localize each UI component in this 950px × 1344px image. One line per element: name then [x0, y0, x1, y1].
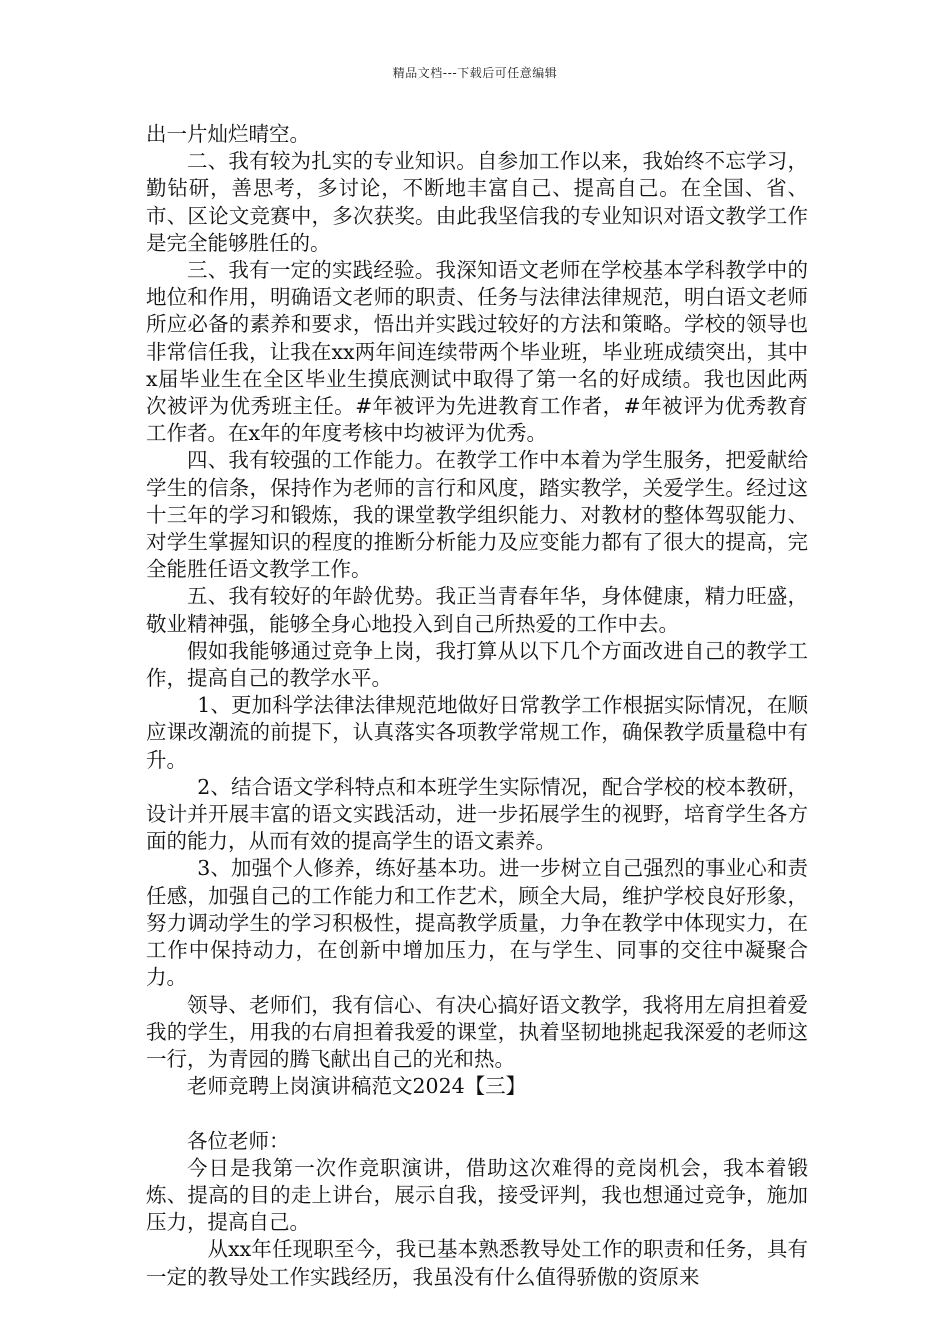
paragraph-plan-item-2: 2、结合语文学科特点和本班学生实际情况，配合学校的校本教研，设计并开展丰富的语文实践活动，进一步拓展学生的视野，培育学生各方面的能力，从而有效的提高学生的语文素养。	[146, 774, 808, 854]
paragraph-professional-knowledge: 二、我有较为扎实的专业知识。自参加工作以来，我始终不忘学习，勤钻研，善思考，多讨论，不断地丰富自己、提高自己。在全国、省、市、区论文竞赛中，多次获奖。由此我坚信我的专业知识对语文教学工作是完全能够胜任的。	[146, 149, 808, 255]
document-body	[146, 121, 808, 1291]
paragraph-plan-item-1: 1、更加科学法律法律规范地做好日常教学工作根据实际情况，在顺应课改潮流的前提下，认真落实各项教学常规工作，确保教学质量稳中有升。	[146, 693, 808, 772]
paragraph-practical-experience: 三、我有一定的实践经验。我深知语文老师在学校基本学科教学中的地位和作用，明确语文老师的职责、任务与法律法律规范，明白语文老师所应必备的素养和要求，悟出并实践过较好的方法和策略。学校的领导也非常信任我，让我在xx两年间连续带两个毕业班，毕业班成绩突出，其中x届毕业生在全区毕业生摸底测试中取得了第一名的好成绩。我也因此两次被评为优秀班主任。#年被评为先进教育工作者，#年被评为优秀教育工作者。在x年的年度考核中均被评为优秀。	[146, 258, 808, 446]
salutation: 各位老师：	[187, 1128, 290, 1153]
blank-line	[146, 1100, 808, 1127]
paragraph-improvement-plan: 假如我能够通过竞争上岗，我打算从以下几个方面改进自己的教学工作，提高自己的教学水平。	[146, 638, 808, 691]
paragraph-work-ability: 四、我有较强的工作能力。在教学工作中本着为学生服务，把爱献给学生的信条，保持作为老师的言行和风度，踏实教学，关爱学生。经过这十三年的学习和锻炼，我的课堂教学组织能力、对教材的整体驾驭能力、对学生掌握知识的程度的推断分析能力及应变能力都有了很大的提高，完全能胜任语文教学工作。	[146, 448, 808, 582]
paragraph-age-advantage: 五、我有较好的年龄优势。我正当青春年华，身体健康，精力旺盛，敬业精神强，能够全身心地投入到自己所热爱的工作中去。	[146, 584, 808, 636]
paragraph-closing: 领导、老师们，我有信心、有决心搞好语文教学，我将用左肩担着爱我的学生，用我的右肩担着我爱的课堂，执着坚韧地挑起我深爱的老师这一行，为青园的腾飞献出自己的光和热。	[146, 992, 808, 1071]
paragraph-experience: 从xx年任现职至今，我已基本熟悉教导处工作的职责和任务，具有一定的教导处工作实践经历，我虽没有什么值得骄傲的资原来	[146, 1237, 808, 1289]
paragraph-intro-end: 出一片灿烂晴空。	[146, 122, 310, 146]
paragraph-opening: 今日是我第一次作竞职演讲，借助这次难得的竞岗机会，我本着锻炼、提高的目的走上讲台，展示自我，接受评判，我也想通过竞争，施加压力，提高自己。	[146, 1155, 808, 1235]
page-header: 精品文档---下载后可任意编辑	[392, 66, 558, 80]
paragraph-plan-item-3: 3、加强个人修养，练好基本功。进一步树立自己强烈的事业心和责任感，加强自己的工作能力和工作艺术，顾全大局，维护学校良好形象，努力调动学生的学习积极性，提高教学质量，力争在教学中体现实力，在工作中保持动力，在创新中增加压力，在与学生、同事的交往中凝聚合力。	[146, 856, 808, 990]
section-heading: 老师竞聘上岗演讲稿范文2024【三】	[187, 1074, 527, 1099]
